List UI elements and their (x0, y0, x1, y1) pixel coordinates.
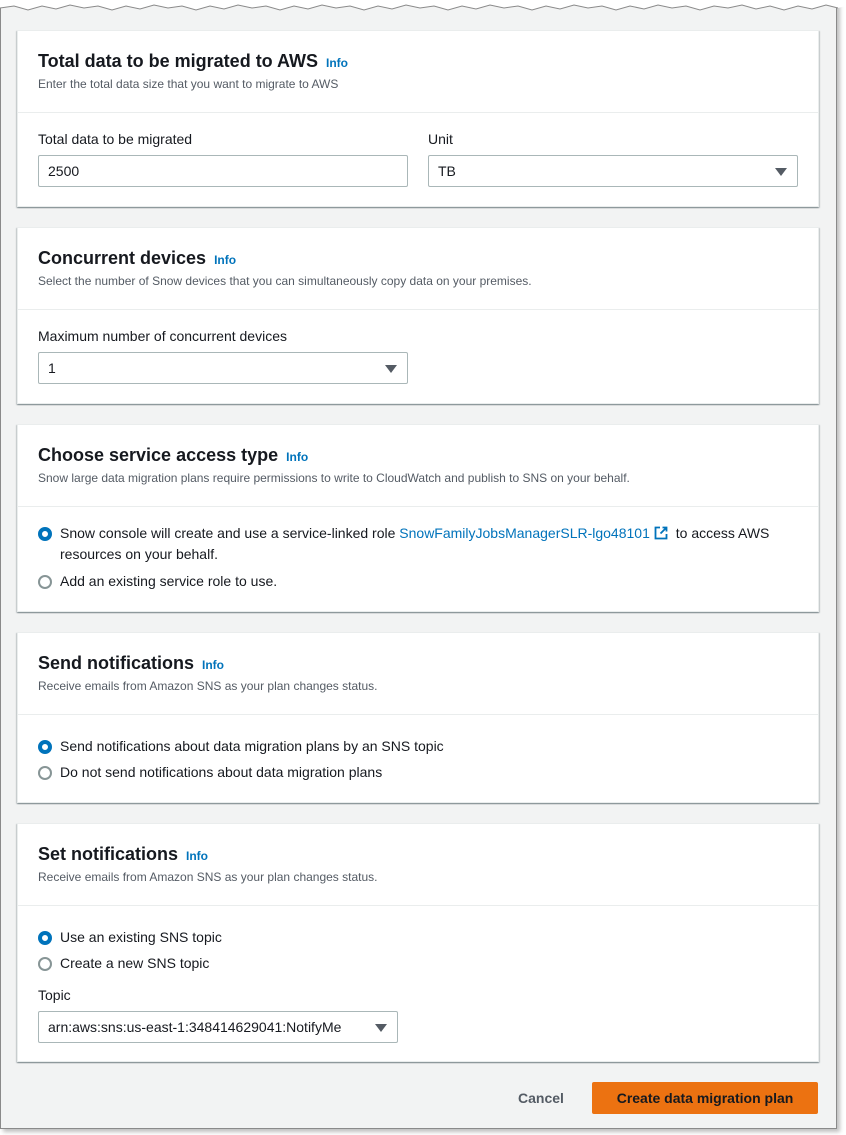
topic-select[interactable] (38, 1011, 398, 1043)
concurrent-devices-header (18, 228, 818, 310)
total-data-title: Total data to be migrated to AWS (38, 51, 319, 71)
create-role-option-line2: resources on your behalf. (60, 546, 218, 562)
concurrent-devices-info-link[interactable]: Info (214, 253, 237, 267)
set-notifications-title: Set notifications (38, 844, 179, 864)
radio-existing-sns-topic[interactable] (38, 927, 222, 948)
unit-label: Unit (428, 131, 453, 147)
radio-send-notifications[interactable] (38, 736, 444, 757)
torn-edge-decoration (0, 0, 846, 14)
radio-new-sns-topic[interactable] (38, 953, 209, 974)
total-data-amount-label: Total data to be migrated (38, 131, 193, 147)
set-notifications-panel (17, 823, 819, 1062)
service-access-description: Snow large data migration plans require permissions to write to CloudWatch and publish to SNS on your behalf. (38, 471, 630, 485)
total-data-panel (17, 30, 819, 207)
set-notifications-description: Receive emails from Amazon SNS as your plan changes status. (38, 870, 378, 884)
new-topic-option-text: Create a new SNS topic (60, 955, 210, 971)
service-access-header (18, 425, 818, 507)
send-notifications-header (18, 633, 818, 715)
unit-select[interactable] (428, 155, 798, 187)
caret-down-icon (385, 365, 397, 373)
radio-button-selected[interactable] (38, 931, 52, 945)
service-linked-role-link[interactable]: SnowFamilyJobsManagerSLR-lgo48101 (399, 525, 650, 541)
radio-button[interactable] (38, 766, 52, 780)
max-devices-select[interactable] (38, 352, 408, 384)
concurrent-devices-title: Concurrent devices (38, 248, 207, 268)
radio-create-service-linked-role[interactable] (38, 523, 769, 565)
radio-button[interactable] (38, 575, 52, 589)
send-notifications-title: Send notifications (38, 653, 195, 673)
total-data-header (18, 31, 818, 113)
existing-topic-option-text: Use an existing SNS topic (60, 929, 222, 945)
topic-select-value: arn:aws:sns:us-east-1:348414629041:NotifyMe (48, 1019, 342, 1035)
external-link-icon[interactable] (654, 526, 668, 540)
send-notifications-panel (17, 632, 819, 803)
radio-button-selected[interactable] (38, 527, 52, 541)
radio-button[interactable] (38, 957, 52, 971)
send-notifications-info-link[interactable]: Info (202, 658, 225, 672)
service-access-title: Choose service access type (38, 445, 279, 465)
create-role-option-suffix: to access AWS (671, 525, 770, 541)
service-access-info-link[interactable]: Info (286, 450, 309, 464)
concurrent-devices-panel (17, 227, 819, 404)
topic-label: Topic (38, 987, 71, 1003)
total-data-info-link[interactable]: Info (326, 56, 349, 70)
set-notifications-info-link[interactable]: Info (186, 849, 209, 863)
service-access-panel (17, 424, 819, 612)
existing-role-option-text: Add an existing service role to use. (60, 573, 278, 589)
radio-button-selected[interactable] (38, 740, 52, 754)
set-notifications-header (18, 824, 818, 906)
total-data-description: Enter the total data size that you want to migrate to AWS (38, 77, 339, 91)
caret-down-icon (775, 168, 787, 176)
radio-no-notifications[interactable] (38, 762, 382, 783)
send-notifications-option-text: Send notifications about data migration plans by an SNS topic (60, 738, 444, 754)
unit-select-value: TB (438, 163, 456, 179)
create-data-migration-plan-button[interactable]: Create data migration plan (592, 1082, 818, 1114)
no-notifications-option-text: Do not send notifications about data migration plans (60, 764, 383, 780)
cancel-button[interactable]: Cancel (518, 1090, 564, 1106)
max-devices-select-value: 1 (48, 360, 56, 376)
caret-down-icon (375, 1024, 387, 1032)
max-devices-label: Maximum number of concurrent devices (38, 328, 287, 344)
send-notifications-description: Receive emails from Amazon SNS as your plan changes status. (38, 679, 378, 693)
concurrent-devices-description: Select the number of Snow devices that you can simultaneously copy data on your premises. (38, 274, 532, 288)
total-data-amount-input[interactable]: 2500 (38, 155, 408, 187)
radio-existing-service-role[interactable] (38, 571, 277, 592)
create-role-option-text: Snow console will create and use a service-linked role (60, 525, 400, 541)
